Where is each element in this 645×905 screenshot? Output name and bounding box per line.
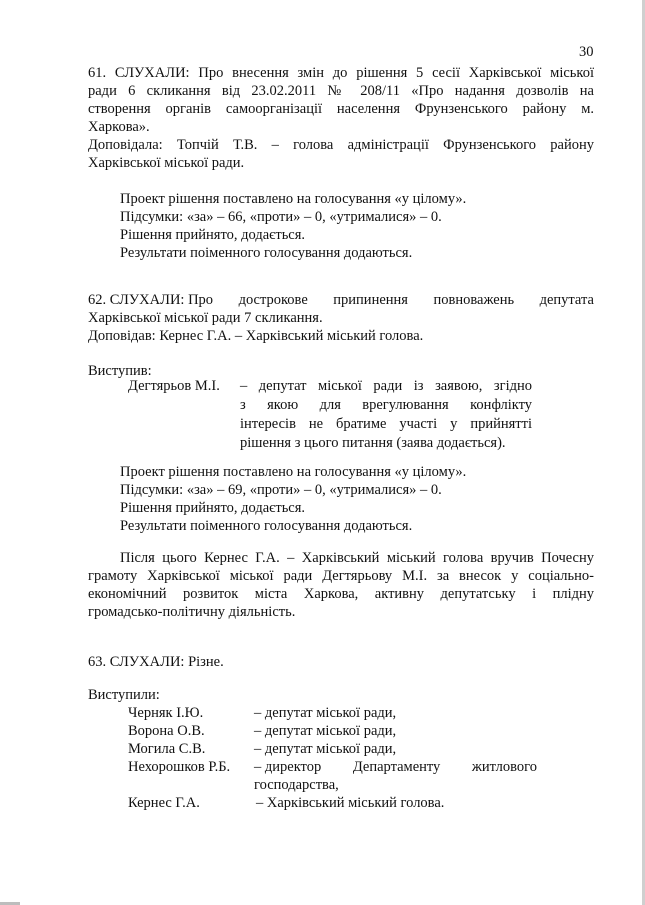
item-62-vote [120,463,466,535]
text-line: Після цього Кернес Г.А. – Харківський міський голова вручив Почесну [120,550,594,566]
item-61-reporter [88,136,594,172]
text-line: 61. СЛУХАЛИ: Про внесення змін до рішення 5 сесії Харківської міської [88,65,594,81]
text-line: Виступив: [88,363,152,379]
speaker-name: Могила С.В. [128,741,206,757]
speaker-role [240,377,532,453]
item-63-heard [88,653,594,671]
text-line: Проект рішення поставлено на голосування «у цілому». [120,191,467,207]
text-line: Доповідав: Кернес Г.А. – Харківський міський голова. [88,328,424,344]
text-line: Результати поіменного голосування додаються. [120,245,413,261]
text-line: рішення з цього питання (заява додається). [240,435,506,451]
item-63-spoke-label [88,686,594,704]
speaker-name: Ворона О.В. [128,723,205,739]
text-line: ради 6 скликання від 23.02.2011 № 208/11 «Про надання дозволів на [88,83,594,99]
text-line: створення органів самоорганізації населення Фрунзенського району м. [88,101,594,117]
text-word: Департаменту [352,759,441,775]
text-word: 62. СЛУХАЛИ: Про [88,292,214,308]
item-62-heard-line2 [88,309,594,327]
text-line: економічний розвиток міста Харкова, активну депутатську і плідну [88,586,594,602]
item-63-speaker-row [0,740,645,758]
text-word: припинення [333,292,408,308]
role-line [254,758,537,776]
text-line: Рішення прийнято, додається. [120,227,306,243]
speaker-name: Нехорошков Р.Б. [128,759,231,775]
text-line: громадсько-політичну діяльність. [88,604,296,620]
speaker-role: – Харківський міський голова. [256,795,445,811]
speaker-name: Дегтярьов М.І. [128,378,220,394]
text-line: Результати поіменного голосування додаються. [120,518,413,534]
text-word: житлового [471,759,537,775]
speaker-role: – депутат міської ради, [254,705,397,721]
text-line: Харківської міської ради. [88,155,245,171]
text-word: дострокове [238,292,308,308]
text-line: Проект рішення поставлено на голосування «у цілому». [120,464,467,480]
item-61-heard [88,64,594,136]
text-line: Рішення прийнято, додається. [120,500,306,516]
text-line: Доповідала: Топчій Т.В. – голова адміністрації Фрунзенського району [88,137,594,153]
text-line: грамоту Харківської міської ради Дегтярьову М.І. за внесок у соціально- [88,568,594,584]
text-word: депутата [539,292,594,308]
page-number: 30 [579,44,594,60]
text-line: Підсумки: «за» – 66, «проти» – 0, «утрималися» – 0. [120,209,442,225]
item-63-speaker-row [0,704,645,722]
text-line: з якою для врегулювання конфлікту [240,397,532,413]
item-63-speaker-row [0,758,645,794]
text-line: 63. СЛУХАЛИ: Різне. [88,654,224,670]
speaker-role: – депутат міської ради, [254,723,397,739]
text-line: Підсумки: «за» – 69, «проти» – 0, «утрималися» – 0. [120,482,442,498]
text-word: повноважень [433,292,515,308]
text-line: Харкова». [88,119,150,135]
item-63-speaker-row [0,794,645,812]
speaker-role: – депутат міської ради, [254,741,397,757]
item-62-after [88,549,594,621]
text-line: Виступили: [88,687,160,703]
text-line: інтересів не братиме участі у прийнятті [240,416,532,432]
speaker-role [254,758,537,794]
text-line: Харківської міської ради 7 скликання. [88,310,323,326]
text-line: господарства, [254,777,339,793]
text-line: – депутат міської ради із заявою, згідно [240,378,532,394]
item-61-vote [120,190,466,262]
speaker-name: Черняк І.Ю. [128,705,204,721]
item-63-speaker-row [0,722,645,740]
item-62-reporter [88,327,594,345]
item-62-heard-line1 [88,291,594,309]
speaker-name: Кернес Г.А. [128,795,200,811]
text-word: – директор [254,759,322,775]
